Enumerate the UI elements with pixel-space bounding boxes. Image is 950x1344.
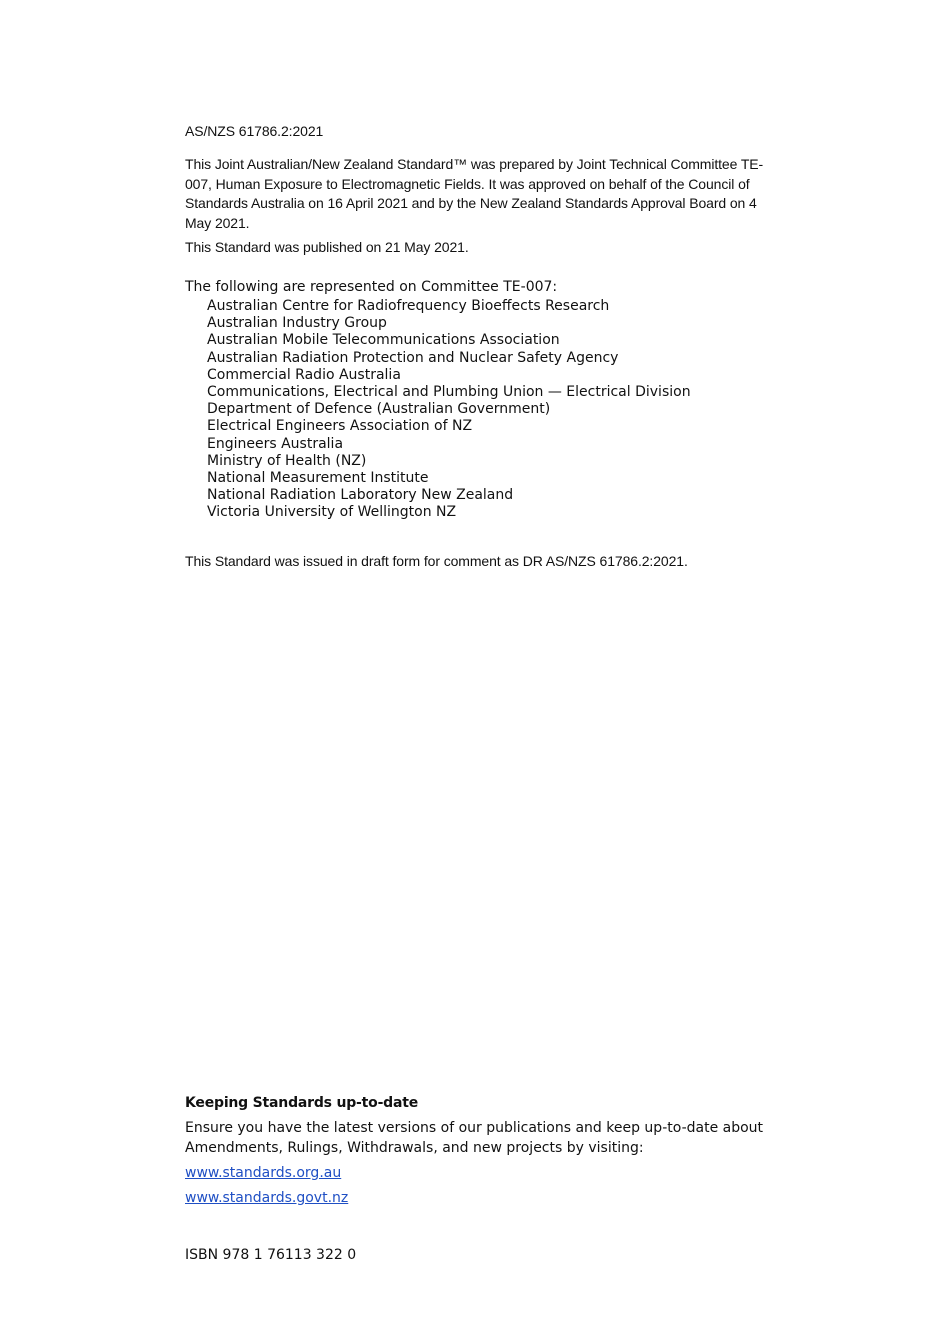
committee-member: Australian Industry Group — [207, 315, 387, 332]
keeping-up-to-date-section — [185, 1094, 785, 1207]
isbn: ISBN 978 1 76113 322 0 — [185, 1247, 357, 1263]
committee-member: Australian Mobile Telecommunications Association — [207, 332, 560, 349]
committee-member: Department of Defence (Australian Government) — [207, 401, 551, 418]
committee-member-list — [185, 298, 691, 522]
standards-au-link[interactable]: www.standards.org.au — [185, 1165, 342, 1181]
committee-member: Electrical Engineers Association of NZ — [207, 418, 473, 435]
standards-nz-link[interactable]: www.standards.govt.nz — [185, 1190, 349, 1206]
committee-member: Australian Radiation Protection and Nuclear Safety Agency — [207, 349, 619, 366]
preparation-paragraph: This Joint Australian/New Zealand Standard™ was prepared by Joint Technical Committee TE-007, Human Exposure to Electromagnetic Fields. It was approved on behalf of the Council of Standards Australia on 16 April 2021 and by the New Zealand Standards Approval Board on 4 May 2021. — [185, 156, 764, 231]
committee-member: National Radiation Laboratory New Zealand — [207, 487, 514, 504]
committee-member: Communications, Electrical and Plumbing Union — Electrical Division — [207, 384, 691, 401]
committee-member: Engineers Australia — [207, 435, 344, 452]
standard-id: AS/NZS 61786.2:2021 — [185, 123, 324, 139]
committee-member: National Measurement Institute — [207, 470, 429, 487]
keeping-text: Ensure you have the latest versions of our publications and keep up-to-date about Amendments, Rulings, Withdrawals, and new projects by visiting: — [185, 1120, 764, 1156]
keeping-heading: Keeping Standards up-to-date — [185, 1095, 419, 1111]
committee-member: Victoria University of Wellington NZ — [207, 504, 457, 521]
committee-intro: The following are represented on Committee TE-007: — [185, 279, 558, 295]
committee-member: Commercial Radio Australia — [207, 366, 401, 383]
committee-member: Ministry of Health (NZ) — [207, 452, 367, 469]
published-date-line: This Standard was published on 21 May 2021. — [185, 239, 469, 255]
committee-member: Australian Centre for Radiofrequency Bioeffects Research — [207, 298, 610, 314]
committee-section — [185, 278, 691, 522]
draft-line: This Standard was issued in draft form for comment as DR AS/NZS 61786.2:2021. — [185, 553, 688, 569]
